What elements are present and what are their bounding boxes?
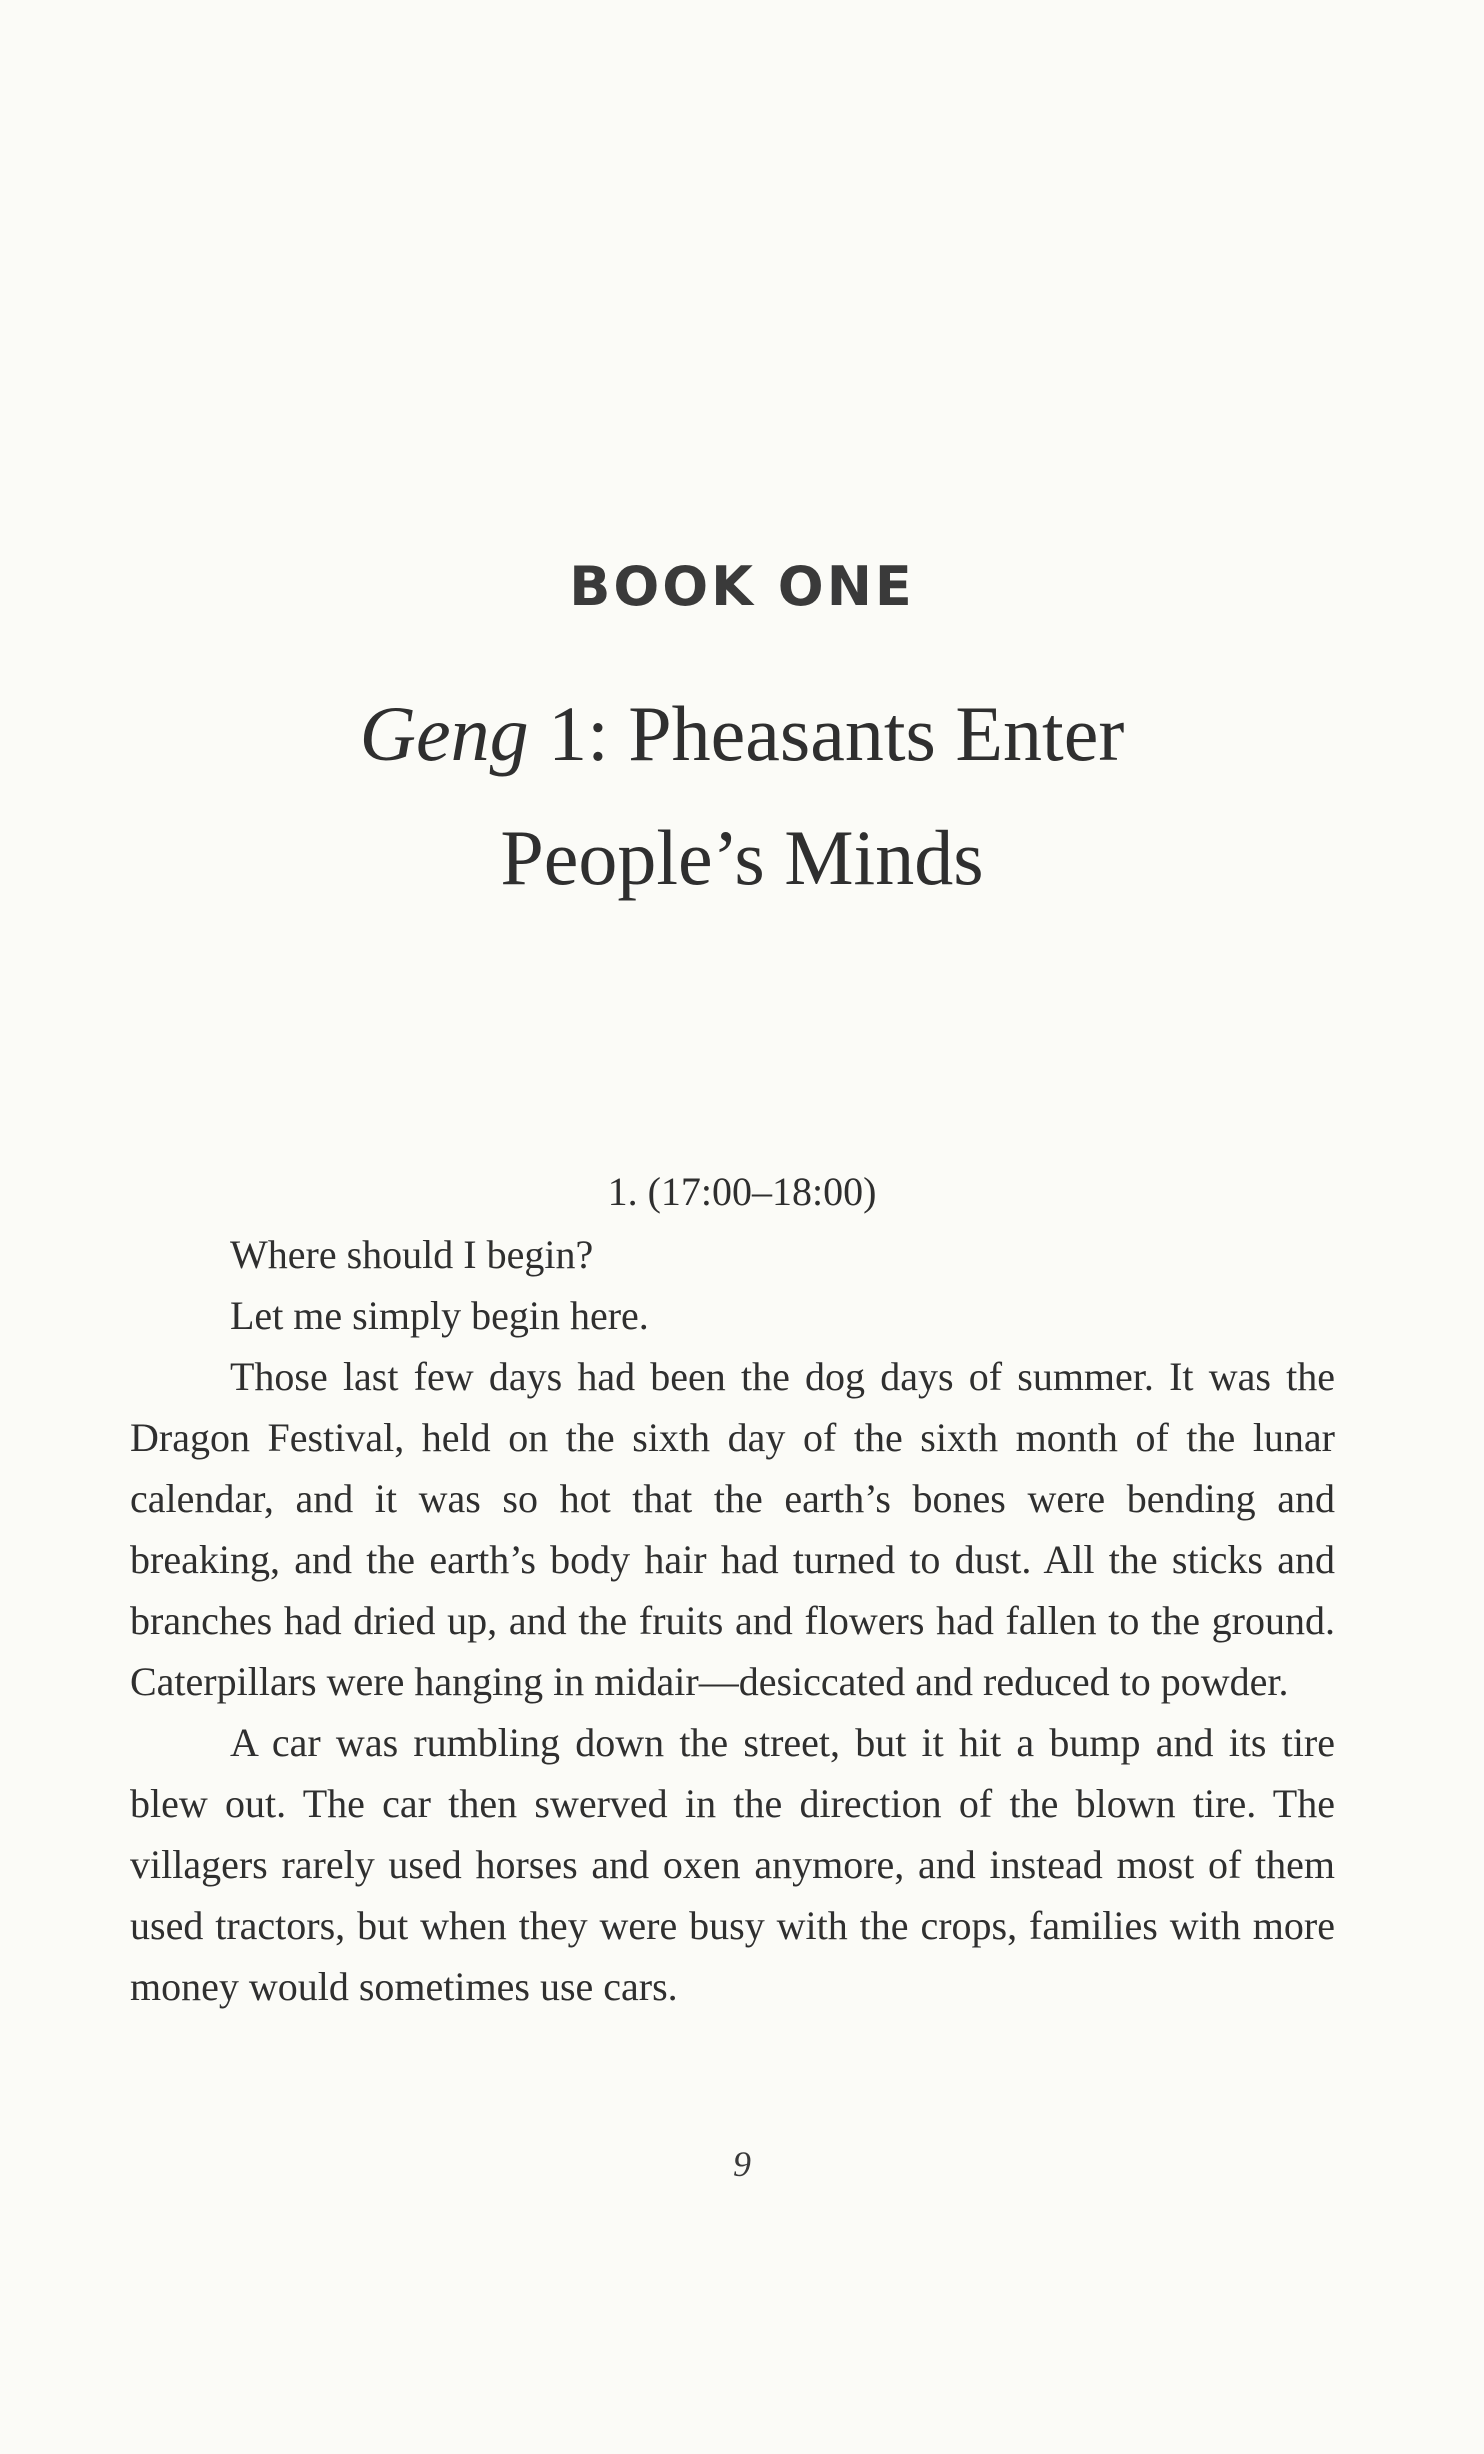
chapter-title-rest: 1: Pheasants Enter [528,690,1125,777]
paragraph: Let me simply begin here. [230,1293,649,1338]
section-heading: 1. (17:00–18:00) [607,1169,877,1214]
body-text [130,1224,1335,2017]
book-label: BOOK ONE [569,555,915,618]
page-number: 9 [733,2144,751,2184]
chapter-title [0,672,1484,920]
paragraph: Those last few days had been the dog days of summer. It was the Dragon Festival, held on the sixth day of the sixth month of the lunar calendar, and it was so hot that the earth’s bones were bending and breaking, and the earth’s body hair had turned to dust. All the sticks and branches had dried up, and the fruits and flowers had fallen to the ground. Caterpillars were hanging in midair—desiccated and reduced to powder. [130,1354,1335,1704]
chapter-geng-word: Geng [359,690,529,777]
paragraph: Where should I begin? [230,1232,594,1277]
chapter-title-line-2: People’s Minds [500,814,984,901]
paragraph: A car was rumbling down the street, but it hit a bump and its tire blew out. The car then swerved in the direction of the blown tire. The villagers rarely used horses and oxen anymore, and instead most of them used tractors, but when they were busy with the crops, families with more money would sometimes use cars. [130,1720,1335,2009]
chapter-title-line-1 [0,672,1484,796]
